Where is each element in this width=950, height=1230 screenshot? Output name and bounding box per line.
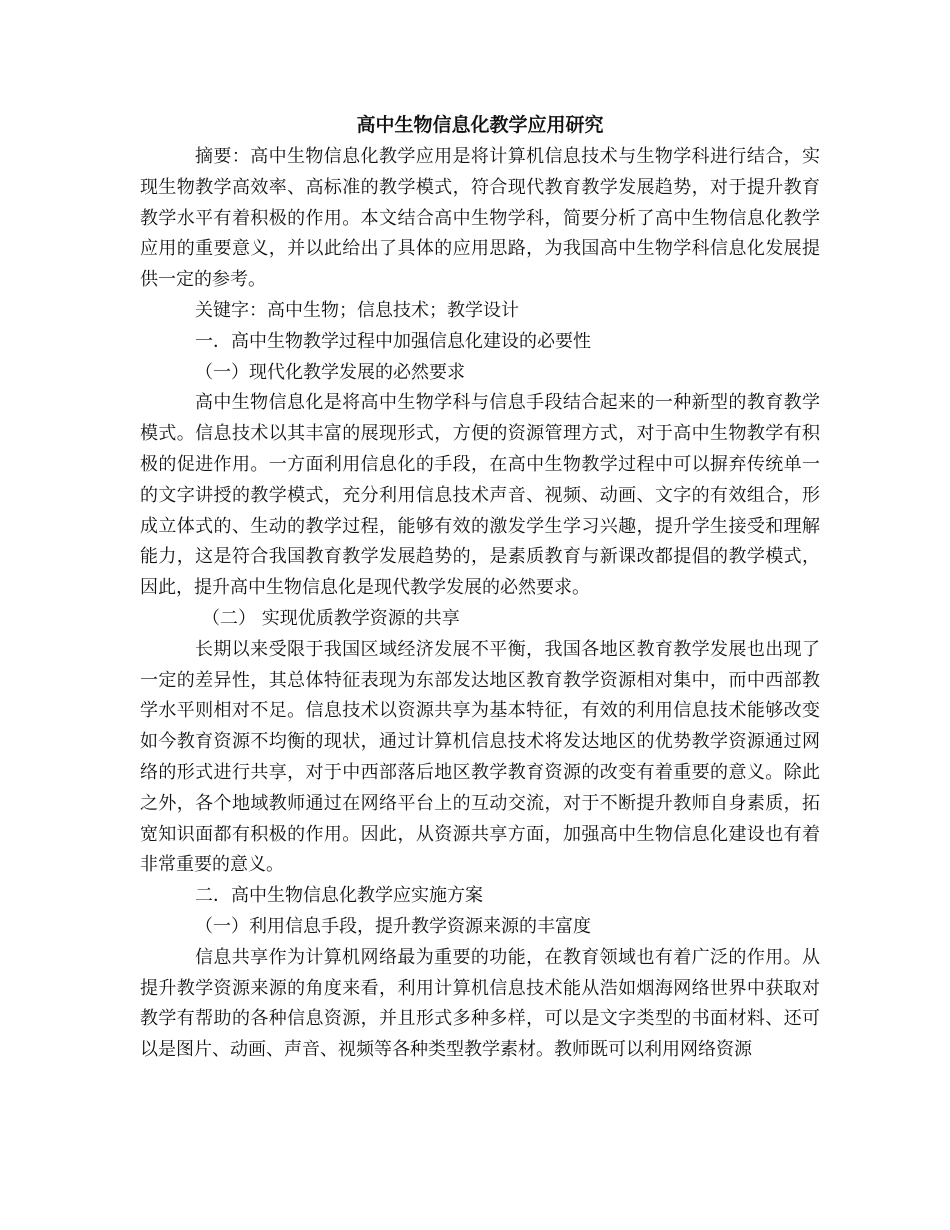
section-1-1-body: 高中生物信息化是将高中生物学科与信息手段结合起来的一种新型的教育教学模式。信息技术以其丰富的展现形式，方便的资源管理方式，对于高中生物教学有积极的促进作用。一方面利用信息化的手段，在高中生物教学过程中可以摒弃传统单一的文字讲授的教学模式，充分利用信息技术声音、视频、动画、文字的有效组合，形成立体式的、生动的教学过程，能够有效的激发学生学习兴趣，提升学生接受和理解能力，这是符合我国教育教学发展趋势的，是素质教育与新课改都提倡的教学模式，因此，提升高中生物信息化是现代教学发展的必然要求。 <box>140 392 820 599</box>
abstract-label: 摘要： <box>195 146 251 167</box>
section-2-heading: 二．高中生物信息化教学应实施方案 <box>195 885 483 907</box>
section-1-1-heading: （一）现代化教学发展的必然要求 <box>195 361 465 383</box>
section-1-2-body: 长期以来受限于我国区域经济发展不平衡，我国各地区教育教学发展也出现了一定的差异性，其总体特征表现为东部发达地区教育教学资源相对集中，而中西部教学水平则相对不足。信息技术以资源共享为基本特征，有效的利用信息技术能够改变如今教育资源不均衡的现状，通过计算机信息技术将发达地区的优势教学资源通过网络的形式进行共享，对于中西部落后地区教学教育资源的改变有着重要的意义。除此之外，各个地域教师通过在网络平台上的互动交流，对于不断提升教师自身素质，拓宽知识面都有积极的作用。因此，从资源共享方面，加强高中生物信息化建设也有着非常重要的意义。 <box>140 638 820 876</box>
keywords-label: 关键字： <box>195 299 267 321</box>
section-1-heading: 一．高中生物教学过程中加强信息化建设的必要性 <box>195 330 591 352</box>
section-2-1-heading: （一）利用信息手段，提升教学资源来源的丰富度 <box>195 915 591 937</box>
abstract-paragraph <box>140 142 820 296</box>
keywords-text: 高中生物；信息技术；教学设计 <box>267 299 519 321</box>
section-2-1-body: 信息共享作为计算机网络最为重要的功能，在教育领域也有着广泛的作用。从提升教学资源来源的角度来看，利用计算机信息技术能从浩如烟海网络世界中获取对教学有帮助的各种信息资源，并且形式多种多样，可以是文字类型的书面材料、还可以是图片、动画、声音、视频等各种类型教学素材。教师既可以利用网络资源 <box>140 946 820 1061</box>
document-title: 高中生物信息化教学应用研究 <box>356 114 604 136</box>
document-page <box>140 110 820 1066</box>
section-1-2-heading: （二） 实现优质教学资源的共享 <box>202 607 460 629</box>
keywords-paragraph <box>140 296 820 327</box>
abstract-text: 高中生物信息化教学应用是将计算机信息技术与生物学科进行结合，实现生物教学高效率、高标准的教学模式，符合现代教育教学发展趋势，对于提升教育教学水平有着积极的作用。本文结合高中生物学科，简要分析了高中生物信息化教学应用的重要意义，并以此给出了具体的应用思路，为我国高中生物学科信息化发展提供一定的参考。 <box>140 146 821 291</box>
